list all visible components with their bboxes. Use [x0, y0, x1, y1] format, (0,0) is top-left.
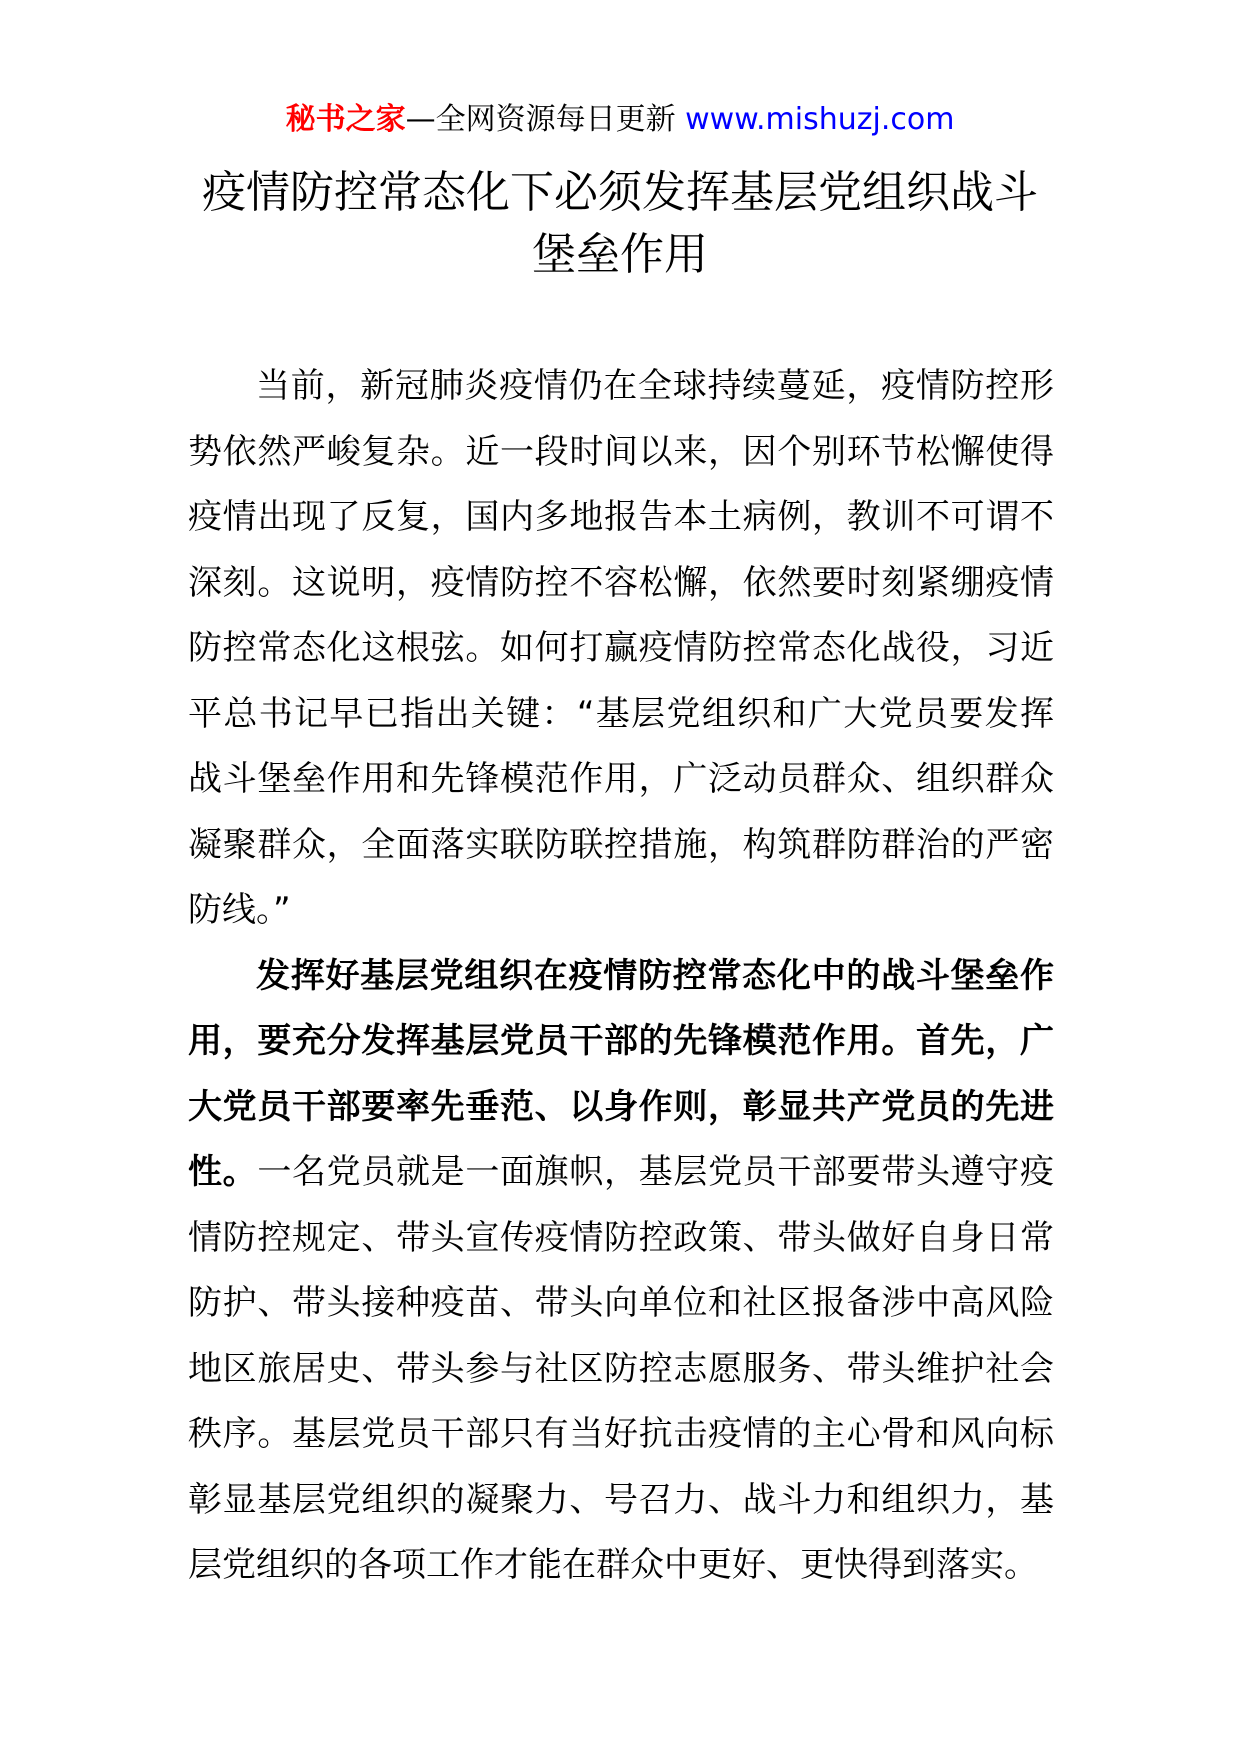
document-body — [188, 354, 1054, 1599]
paragraph-text: 当前，新冠肺炎疫情仍在全球持续蔓延，疫情防控形势依然严峻复杂。近一段时间以来，因个别环节松懈使得疫情出现了反复，国内多地报告本土病例，教训不可谓不深刻。这说明，疫情防控不容松懈，依然要时刻紧绷疫情防控常态化这根弦。如何打赢疫情防控常态化战役，习近平总书记早已指出关键：“基层党组织和广大党员要发挥战斗堡垒作用和先锋模范作用，广泛动员群众、组织群众凝聚群众，全面落实联防联控措施，构筑群防群治的严密防线。” — [188, 366, 1054, 930]
brand-name: 秘书之家 — [285, 102, 406, 137]
document-title: 疫情防控常态化下必须发挥基层党组织战斗堡垒作用 — [202, 167, 1038, 280]
paragraph-1 — [188, 354, 1054, 944]
paragraph-2 — [188, 944, 1054, 1599]
paragraph-text: 一名党员就是一面旗帜，基层党员干部要带头遵守疫情防控规定、带头宣传疫情防控政策、带头做好自身日常防护、带头接种疫苗、带头向单位和社区报备涉中高风险地区旅居史、带头参与社区防控志愿服务、带头维护社会秩序。基层党员干部只有当好抗击疫情的主心骨和风向标彰显基层党组织的凝聚力、号召力、战斗力和组织力，基层党组织的各项工作才能在群众中更好、更快得到落实。 — [188, 1152, 1055, 1585]
site-url-link[interactable]: www.mishuzj.com — [685, 102, 955, 137]
banner-tagline: —全网资源每日更新 — [405, 102, 686, 137]
site-banner — [0, 100, 1240, 140]
paragraph-lead: 发挥好基层党组织在疫情防控常态化中的战斗堡垒作用，要充分发挥基层党员干部的先锋模范作用。首先，广大党员干部要率先垂范、以身作则，彰显共产党员的先进性。 — [188, 955, 1054, 1192]
